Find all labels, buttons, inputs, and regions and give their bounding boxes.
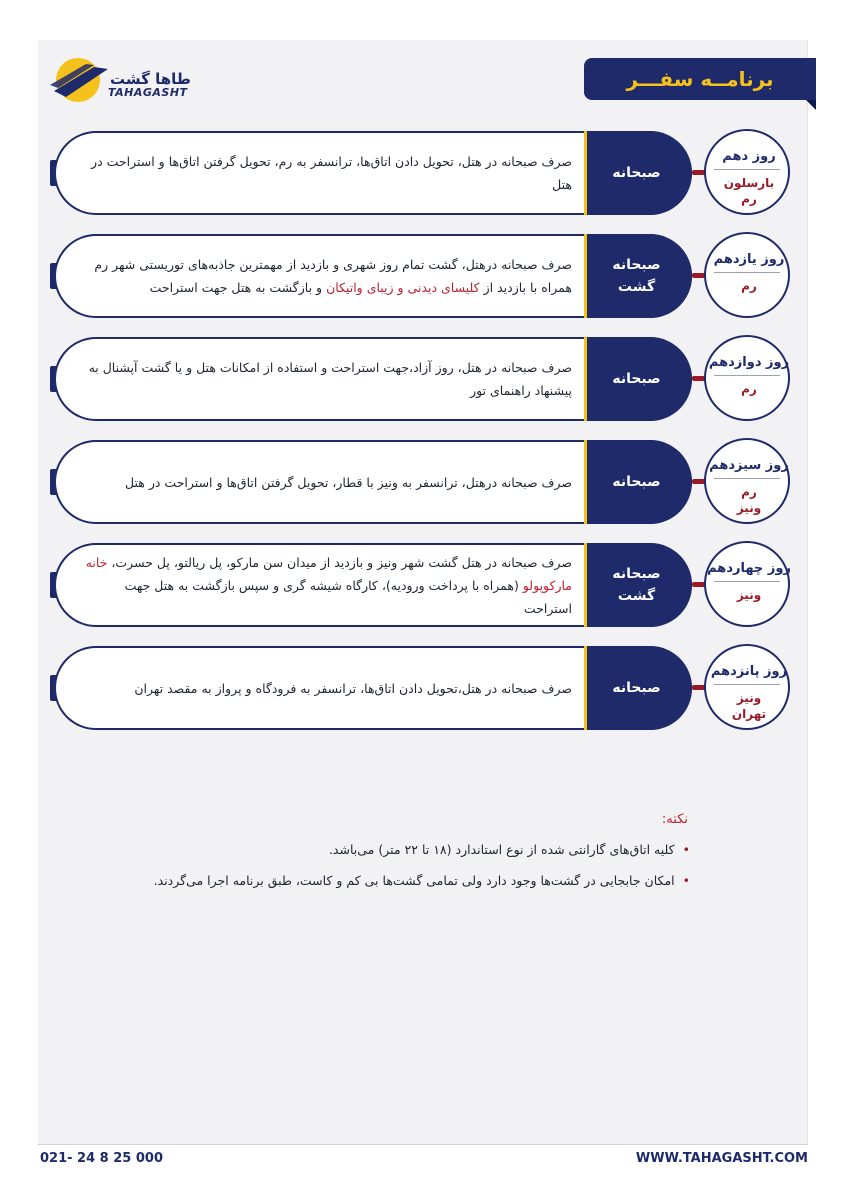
description-segment: (همراه با پرداخت ورودیه)، کارگاه شیشه گری و سپس بازگشت به هتل جهت استراحت bbox=[124, 577, 572, 616]
day-number: روز چهاردهم bbox=[707, 561, 791, 576]
highlighted-attraction: خانه مارکوپولو bbox=[85, 554, 572, 593]
description-segment: صرف صبحانه درهتل، گشت تمام روز شهری و بازدید از مهمترین جاذبه‌های توریستی شهر رم همراه با بازدید از bbox=[94, 257, 572, 295]
description-segment: صرف صبحانه در هتل، روز آزاد،جهت استراحت و استفاده از امکانات هتل و یا گشت آپشنال به پیشنهاد راهنمای تور bbox=[88, 360, 572, 398]
day-divider bbox=[714, 684, 780, 685]
itinerary-row bbox=[0, 334, 848, 424]
day-description bbox=[76, 234, 572, 318]
day-description bbox=[76, 543, 572, 627]
day-description-text bbox=[76, 551, 572, 620]
trip-program-title-badge bbox=[584, 58, 816, 100]
day-number: روز سیزدهم bbox=[709, 458, 789, 473]
description-segment: صرف صبحانه در هتل، تحویل دادن اتاق‌ها، ترانسفر به رم، تحویل گرفتن اتاق‌ها و استراحت در هتل bbox=[91, 154, 572, 192]
day-number: روز دوازدهم bbox=[708, 355, 790, 370]
day-description bbox=[76, 337, 572, 421]
note-item: • کلیه اتاق‌های گارانتی شده از نوع استاندارد (۱۸ تا ۲۲ متر) می‌باشد. bbox=[90, 842, 690, 857]
itinerary-row bbox=[0, 128, 848, 218]
day-badge bbox=[704, 438, 790, 524]
itinerary-row bbox=[0, 437, 848, 527]
day-badge bbox=[704, 644, 790, 730]
itinerary-row bbox=[0, 231, 848, 321]
meal-services-label: صبحانه bbox=[584, 131, 692, 215]
day-city: رم bbox=[741, 279, 757, 293]
day-divider bbox=[714, 478, 780, 479]
meal-services-label: صبحانه bbox=[584, 337, 692, 421]
day-divider bbox=[714, 272, 780, 273]
day-number: روز یازدهم bbox=[713, 252, 785, 267]
day-description bbox=[76, 646, 572, 730]
day-description-text bbox=[125, 471, 572, 494]
itinerary-row bbox=[0, 540, 848, 630]
day-description-text bbox=[76, 253, 572, 299]
day-number: روز پانزدهم bbox=[710, 664, 788, 679]
day-description-text bbox=[76, 356, 572, 402]
meal-services-label: صبحانه گشت bbox=[584, 543, 692, 627]
day-badge bbox=[704, 541, 790, 627]
day-badge bbox=[704, 335, 790, 421]
day-city: رم bbox=[741, 382, 757, 396]
day-number: روز دهم bbox=[722, 149, 776, 164]
day-description-text bbox=[76, 150, 572, 196]
description-segment: صرف صبحانه در هتل گشت شهر ونیز و بازدید از میدان سن مارکو، پل ریالتو، پل حسرت، bbox=[107, 554, 572, 570]
meal-services-label: صبحانه گشت bbox=[584, 234, 692, 318]
day-divider bbox=[714, 375, 780, 376]
logo-name-fa: طاها گشت bbox=[110, 70, 191, 88]
day-city: رم ونیز bbox=[736, 485, 762, 515]
day-description-text bbox=[134, 677, 572, 700]
logo-name-en: TAHAGASHT bbox=[108, 86, 188, 99]
day-city: ونیز bbox=[736, 588, 762, 602]
meal-services-label: صبحانه bbox=[584, 646, 692, 730]
page-title: برنامــه سفـــر bbox=[626, 67, 774, 91]
itinerary-row bbox=[0, 643, 848, 733]
day-city: ونیز تهران bbox=[731, 691, 767, 721]
note-title: نکته: bbox=[661, 812, 688, 827]
description-segment: و بازگشت به هتل جهت استراحت bbox=[149, 280, 327, 295]
day-description bbox=[76, 440, 572, 524]
note-item: • امکان جابجایی در گشت‌ها وجود دارد ولی تمامی گشت‌ها بی کم و کاست، طبق برنامه اجرا می‌گردند. bbox=[90, 873, 690, 888]
day-divider bbox=[714, 581, 780, 582]
day-badge bbox=[704, 129, 790, 215]
day-description bbox=[76, 131, 572, 215]
day-badge bbox=[704, 232, 790, 318]
day-city: بارسلون رم bbox=[723, 176, 775, 206]
day-divider bbox=[714, 169, 780, 170]
footer-website-link[interactable]: WWW.TAHAGASHT.COM bbox=[635, 1151, 808, 1166]
meal-services-label: صبحانه bbox=[584, 440, 692, 524]
description-segment: صرف صبحانه در هتل،تحویل دادن اتاق‌ها، ترانسفر به فرودگاه و پرواز به مقصد تهران bbox=[134, 680, 572, 696]
title-badge-fold bbox=[806, 100, 816, 110]
highlighted-attraction: کلیسای دیدنی و زیبای واتیکان bbox=[326, 280, 480, 295]
description-segment: صرف صبحانه درهتل، ترانسفر به ونیز با قطار، تحویل گرفتن اتاق‌ها و استراحت در هتل bbox=[125, 474, 572, 490]
footer-phone: 021- 24 8 25 000 bbox=[40, 1151, 163, 1166]
